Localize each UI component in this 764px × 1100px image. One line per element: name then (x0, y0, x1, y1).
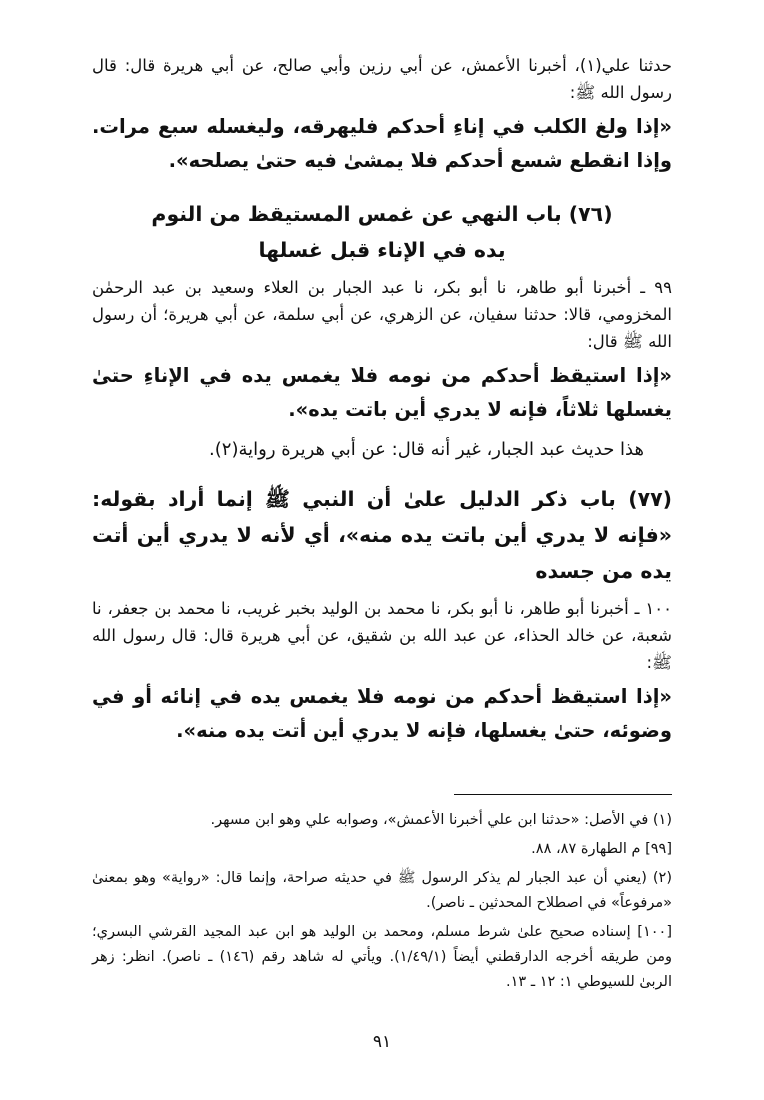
hadith-100: «إذا استيقظ أحدكم من نومه فلا يغمس يده في إنائه أو في وضوئه، حتىٰ يغسلها، فإنه لا يدري أين أتت يده منه». (92, 685, 672, 742)
page-number: ٩١ (372, 1032, 392, 1052)
footnote-99: [٩٩] م الطهارة ٨٧، ٨٨. (531, 841, 672, 857)
narration-1: حدثنا علي(١)، أخبرنا الأعمش، عن أبي رزين وأبي صالح، عن أبي هريرة قال: قال رسول الله ﷺ: (92, 56, 673, 102)
chapter-heading-77: (٧٧) باب ذكر الدليل علىٰ أن النبي ﷺ إنما أراد بقوله: «فإنه لا يدري أين باتت يده منه»، أي لأنه لا يدري أين أتت يده من جسده (92, 487, 672, 583)
footnote-100: [١٠٠] إسناده صحيح علىٰ شرط مسلم، ومحمد بن الوليد هو ابن عبد المجيد القرشي البسري؛ ومن طريقه أخرجه الدارقطني أيضاً (١/٤٩/١). ويأتي له شاهد رقم (١٤٦) ـ ناصر). انظر: زهر الربىٰ للسيوطي ١: ١٢ ـ ١٣. (92, 924, 673, 990)
chapter-heading-76-line2: يده في الإناء قبل غسلها (258, 238, 506, 262)
narration-100: ١٠٠ ـ أخبرنا أبو طاهر، نا أبو بكر، نا محمد بن الوليد بخبر غريب، نا محمد بن جعفر، نا شعبة، عن خالد الحذاء، عن عبد الله بن شقيق، عن أبي هريرة قال: قال رسول الله ﷺ: (92, 599, 672, 672)
footnote-1: (١) في الأصل: «حدثنا ابن علي أخبرنا الأعمش»، وصوابه علي وهو ابن مسهر. (210, 812, 672, 828)
footnotes (92, 808, 672, 999)
footnote-2: (٢) (يعني أن عبد الجبار لم يذكر الرسول ﷺ في حديثه صراحة، وإنما قال: «رواية» وهو بمعنىٰ «مرفوعاً» في اصطلاح المحدثين ـ ناصر). (92, 870, 672, 911)
hadith-1: «إذا ولغ الكلب في إناءِ أحدكم فليهرقه، وليغسله سبع مرات. وإذا انقطع شسع أحدكم فلا يمشىٰ فيه حتىٰ يصلحه». (92, 115, 672, 172)
footnote-divider (454, 794, 672, 795)
main-text (92, 52, 672, 748)
hadith-99: «إذا استيقظ أحدكم من نومه فلا يغمس يده في الإناءِ حتىٰ يغسلها ثلاثاً، فإنه لا يدري أين باتت يده». (92, 364, 672, 421)
narration-99: ٩٩ ـ أخبرنا أبو طاهر، نا أبو بكر، نا عبد الجبار بن العلاء وسعيد بن عبد الرحمٰن المخزومي، قالا: حدثنا سفيان، عن الزهري، عن أبي سلمة، عن أبي هريرة؛ أن رسول الله ﷺ قال: (92, 278, 672, 351)
chapter-heading-76-line1: (٧٦) باب النهي عن غمس المستيقظ من النوم (151, 202, 613, 226)
note-99: هذا حديث عبد الجبار، غير أنه قال: عن أبي هريرة رواية(٢). (209, 439, 644, 460)
